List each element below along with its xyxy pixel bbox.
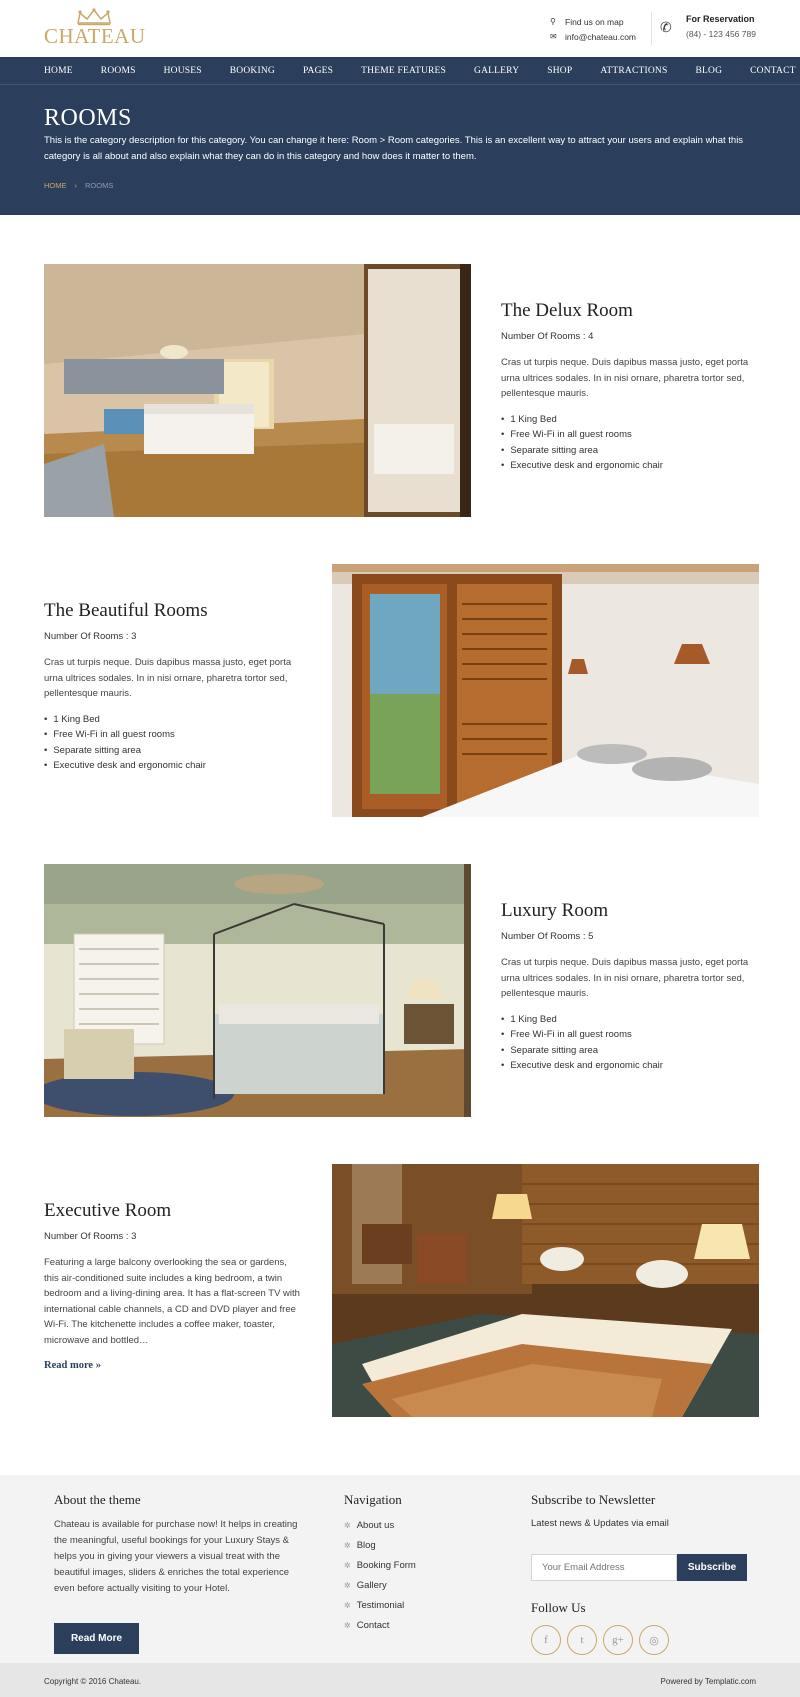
follow-title: Follow Us (531, 1600, 586, 1615)
twitter-icon[interactable]: t (567, 1625, 597, 1655)
gear-icon: ✲ (344, 1621, 351, 1630)
about-read-more-button[interactable]: Read More (54, 1623, 139, 1654)
category-description: This is the category description for this category. You can change it here: Room > Room categories. This is an excellent way to attract your users and explain what this category is all about and also explain what they can do in this category and how does it matter to them. (44, 135, 744, 162)
room-count: Number Of Rooms : 3 (44, 631, 137, 642)
copyright-bar (0, 1663, 800, 1697)
feature-item: • 1 King Bed (44, 712, 304, 728)
feature-item: • Executive desk and ergonomic chair (501, 458, 761, 474)
footer-nav-item[interactable] (344, 1556, 494, 1576)
social-links (531, 1625, 675, 1655)
newsletter-form (531, 1554, 747, 1581)
room-description: Cras ut turpis neque. Duis dapibus massa justo, eget porta urna ultrices sodales. In in nisi ornare, pharetra tortor sed, pellentesque mauris. (44, 657, 292, 699)
feature-item: • Free Wi-Fi in all guest rooms (501, 1027, 761, 1043)
map-marker-icon: ⚲ (550, 17, 556, 26)
nav-shop[interactable]: SHOP (547, 65, 573, 76)
footer-nav-label: Blog (356, 1540, 376, 1551)
nav-contact[interactable]: CONTACT (750, 65, 796, 76)
read-more-link[interactable]: Read more » (44, 1360, 101, 1371)
room-card-delux (0, 264, 800, 517)
room-card-luxury (0, 864, 800, 1117)
reservation-phone[interactable]: (84) - 123 456 789 (686, 29, 756, 39)
site-footer (0, 1475, 800, 1663)
footer-about-title: About the theme (54, 1492, 141, 1507)
powered-by-link[interactable]: Powered by Templatic.com (660, 1677, 756, 1686)
footer-nav-item[interactable] (344, 1536, 494, 1556)
footer-nav-item[interactable] (344, 1596, 494, 1616)
feature-item: • Separate sitting area (501, 443, 761, 459)
nav-attractions[interactable]: ATTRACTIONS (600, 65, 668, 76)
nav-gallery[interactable]: GALLERY (474, 65, 520, 76)
logo[interactable] (44, 8, 144, 49)
gear-icon: ✲ (344, 1601, 351, 1610)
room-info-luxury (501, 900, 761, 1074)
room-info-delux (501, 300, 761, 474)
main-nav (0, 57, 800, 85)
copyright-text: Copyright © 2016 Chateau. (44, 1677, 142, 1686)
facebook-icon[interactable]: f (531, 1625, 561, 1655)
room-count: Number Of Rooms : 5 (501, 931, 594, 942)
category-header (0, 85, 800, 215)
footer-about-text: Chateau is available for purchase now! It helps in creating the meaningful, useful bookings for your Luxury Stays & helps you in giving your viewers a visual treat with the beautiful images, sliders & enriches the total experience even before actually visiting to your Hotel. (54, 1519, 298, 1594)
reservation-title: For Reservation (686, 14, 755, 24)
room-title[interactable]: Executive Room (44, 1200, 172, 1221)
room-card-beautiful (0, 564, 800, 817)
footer-nav-item[interactable] (344, 1576, 494, 1596)
feature-item: • 1 King Bed (501, 412, 761, 428)
newsletter-title: Subscribe to Newsletter (531, 1492, 656, 1507)
logo-text: CHATEAU (44, 24, 146, 48)
nav-booking[interactable]: BOOKING (229, 65, 275, 76)
room-info-beautiful (44, 600, 304, 774)
footer-nav-label: Contact (356, 1620, 390, 1631)
room-features (44, 712, 304, 774)
breadcrumb (44, 181, 113, 190)
room-description: Cras ut turpis neque. Duis dapibus massa justo, eget porta urna ultrices sodales. In in nisi ornare, pharetra tortor sed, pellentesque mauris. (501, 357, 749, 399)
google-plus-icon[interactable]: g+ (603, 1625, 633, 1655)
nav-houses[interactable]: HOUSES (163, 65, 202, 76)
feature-item: • 1 King Bed (501, 1012, 761, 1028)
feature-item: • Separate sitting area (44, 743, 304, 759)
nav-rooms[interactable]: ROOMS (100, 65, 136, 76)
footer-nav-label: Testimonial (356, 1600, 405, 1611)
breadcrumb-separator: › (74, 181, 77, 190)
gear-icon: ✲ (344, 1561, 351, 1570)
room-title[interactable]: The Beautiful Rooms (44, 600, 208, 621)
footer-nav-label: Gallery (356, 1580, 387, 1591)
footer-about (54, 1492, 309, 1644)
newsletter-email-input[interactable] (531, 1554, 677, 1581)
footer-newsletter (531, 1492, 761, 1662)
footer-nav-item[interactable] (344, 1616, 494, 1636)
feature-item: • Separate sitting area (501, 1043, 761, 1059)
room-count: Number Of Rooms : 4 (501, 331, 594, 342)
footer-nav-item[interactable] (344, 1516, 494, 1536)
room-card-executive (0, 1164, 800, 1417)
phone-icon: ✆ (660, 19, 672, 35)
feature-item: • Free Wi-Fi in all guest rooms (44, 727, 304, 743)
room-description: Featuring a large balcony overlooking the sea or gardens, this air-conditioned suite includes a king bedroom, a twin bedroom and a living-dining area. It has a flat-screen TV with international cable channels, a CD and DVD player and free Wi-Fi. The kitchenette includes a coffee maker, toaster, microwave and bottled… (44, 1257, 300, 1346)
nav-pages[interactable]: PAGES (302, 65, 334, 76)
room-title[interactable]: Luxury Room (501, 900, 609, 921)
page-title: ROOMS (44, 105, 132, 131)
breadcrumb-current: ROOMS (85, 181, 114, 190)
room-photo-delux[interactable] (44, 264, 471, 517)
feature-item: • Executive desk and ergonomic chair (44, 758, 304, 774)
email-label: info@chateau.com (565, 31, 637, 42)
room-features (501, 1012, 761, 1074)
room-photo-luxury[interactable] (44, 864, 471, 1117)
gear-icon: ✲ (344, 1521, 351, 1530)
breadcrumb-home[interactable]: HOME (44, 181, 67, 190)
room-photo-beautiful[interactable] (332, 564, 759, 817)
room-count: Number Of Rooms : 3 (44, 1231, 137, 1242)
nav-blog[interactable]: BLOG (695, 65, 723, 76)
email-link[interactable] (550, 29, 636, 44)
envelope-icon: ✉ (550, 32, 557, 41)
header-divider (651, 12, 652, 45)
map-link-label: Find us on map (565, 16, 624, 27)
room-features (501, 412, 761, 474)
footer-nav-label: Booking Form (356, 1560, 416, 1571)
room-description: Cras ut turpis neque. Duis dapibus massa justo, eget porta urna ultrices sodales. In in nisi ornare, pharetra tortor sed, pellentesque mauris. (501, 957, 749, 999)
gear-icon: ✲ (344, 1541, 351, 1550)
footer-nav-label: About us (356, 1520, 395, 1531)
subscribe-button[interactable]: Subscribe (677, 1554, 747, 1581)
room-photo-executive[interactable] (332, 1164, 759, 1417)
room-info-executive (44, 1200, 304, 1371)
feature-item: • Free Wi-Fi in all guest rooms (501, 427, 761, 443)
map-link[interactable] (550, 14, 636, 29)
nav-home[interactable]: HOME (44, 65, 73, 76)
feature-item: • Executive desk and ergonomic chair (501, 1058, 761, 1074)
footer-nav-title: Navigation (344, 1492, 402, 1507)
footer-navigation (344, 1492, 494, 1636)
site-header (0, 0, 800, 57)
room-title[interactable]: The Delux Room (501, 300, 633, 321)
instagram-icon[interactable]: ◎ (639, 1625, 669, 1655)
newsletter-subtitle: Latest news & Updates via email (531, 1518, 669, 1529)
gear-icon: ✲ (344, 1581, 351, 1590)
nav-theme-features[interactable]: THEME FEATURES (361, 65, 447, 76)
